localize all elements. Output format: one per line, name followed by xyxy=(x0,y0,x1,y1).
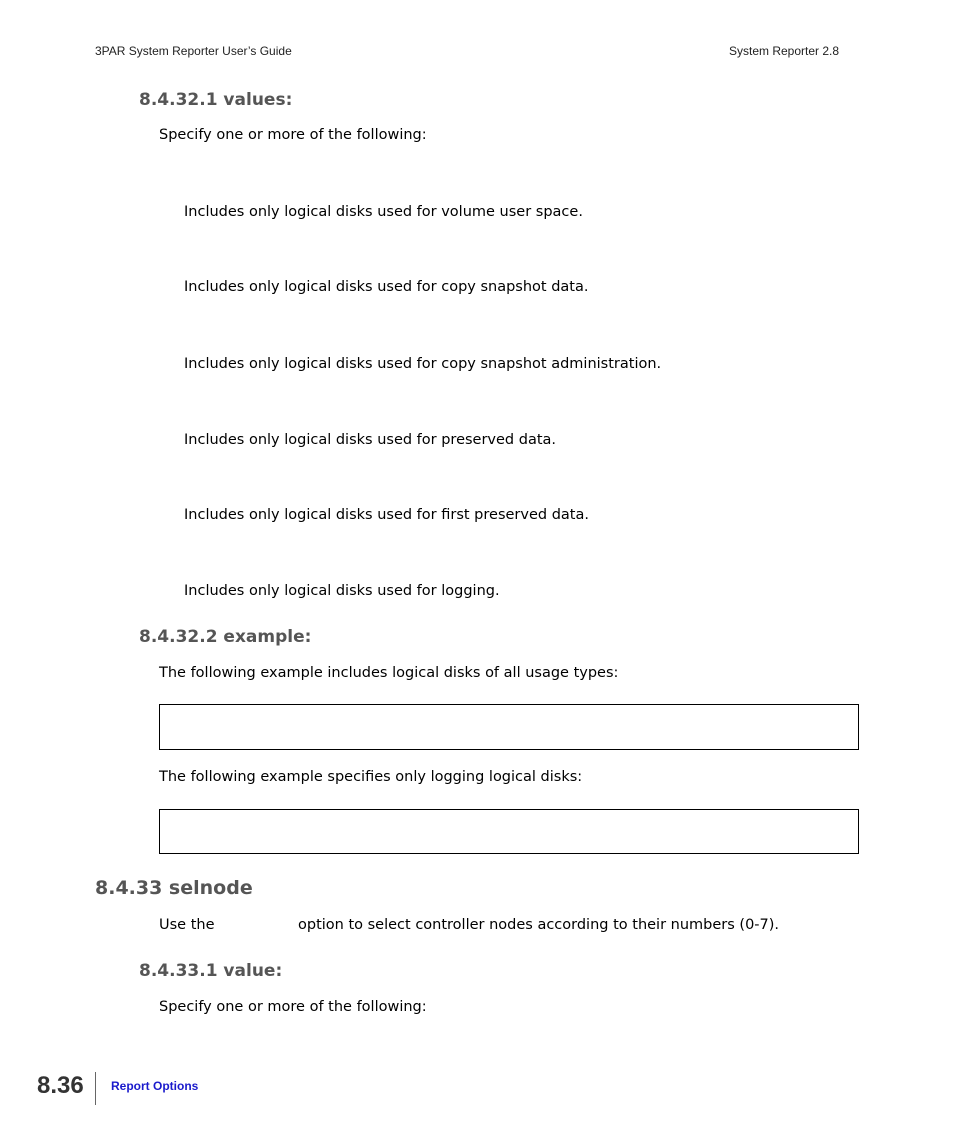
value-item-sd: Includes only logical disks used for copy snapshot data. xyxy=(184,279,589,295)
selnode-text-before: Use the xyxy=(159,917,215,933)
value-item-sa: Includes only logical disks used for copy snapshot administration. xyxy=(184,356,662,372)
value-item-fpd: Includes only logical disks used for first preserved data. xyxy=(184,507,589,523)
code-example-box-1 xyxy=(159,704,859,750)
page-number: 8.36 xyxy=(37,1072,84,1099)
heading-example: 8.4.32.2 example: xyxy=(139,627,312,647)
footer-section-link[interactable]: Report Options xyxy=(111,1079,199,1093)
value-item-log: Includes only logical disks used for logging. xyxy=(184,583,500,599)
value-item-usr: Includes only logical disks used for volume user space. xyxy=(184,204,583,220)
running-header-version: System Reporter 2.8 xyxy=(729,44,840,58)
heading-selnode: 8.4.33 selnode xyxy=(95,877,253,899)
selnode-text-after: option to select controller nodes according to their numbers (0-7). xyxy=(298,917,780,933)
running-header-title: 3PAR System Reporter User’s Guide xyxy=(95,44,292,58)
heading-value: 8.4.33.1 value: xyxy=(139,961,283,981)
value-intro: Specify one or more of the following: xyxy=(159,999,427,1015)
code-example-box-2 xyxy=(159,809,859,854)
example-text-all-types: The following example includes logical disks of all usage types: xyxy=(159,665,619,681)
example-text-logging: The following example specifies only logging logical disks: xyxy=(159,769,583,785)
footer-divider xyxy=(95,1072,96,1105)
heading-values: 8.4.32.1 values: xyxy=(139,90,293,110)
value-item-pd: Includes only logical disks used for preserved data. xyxy=(184,432,557,448)
values-intro: Specify one or more of the following: xyxy=(159,127,427,143)
